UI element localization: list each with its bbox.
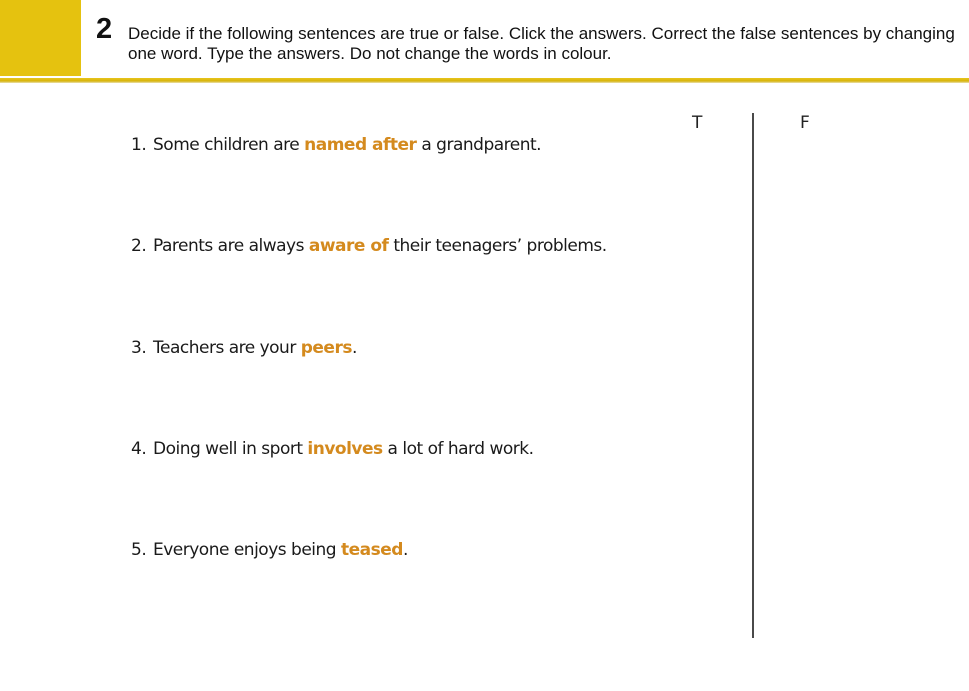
sentence-1 [131, 135, 541, 155]
header-divider [0, 78, 969, 83]
sentence-text: Some children are [153, 135, 305, 155]
sentence-text: Everyone enjoys being [153, 540, 341, 560]
sentence-3 [131, 338, 357, 358]
highlighted-phrase: named after [304, 135, 417, 155]
header-accent-block [0, 0, 81, 76]
sentence-number: 5. [131, 540, 147, 560]
instructions-text: Decide if the following sentences are true or false. Click the answers. Correct the false sentences by changing one word. Type the answers. Do not change the words in colour. [128, 24, 955, 63]
sentence-5 [131, 540, 408, 560]
sentence-text: Teachers are your [153, 338, 301, 358]
sentence-text: a grandparent. [416, 135, 542, 155]
highlighted-phrase: aware of [308, 236, 389, 256]
sentence-number: 3. [131, 338, 147, 358]
false-column-label: F [800, 113, 810, 133]
sentence-text: . [402, 540, 408, 560]
sentence-text: . [351, 338, 357, 358]
exercise-number: 2 [96, 13, 113, 45]
sentence-4 [131, 439, 533, 459]
sentence-text: Parents are always [153, 236, 309, 256]
highlighted-phrase: teased [340, 540, 403, 560]
true-column-label: T [692, 113, 703, 133]
highlighted-phrase: involves [307, 439, 383, 459]
sentence-number: 1. [131, 135, 147, 155]
sentence-text: a lot of hard work. [382, 439, 534, 459]
column-divider [752, 113, 754, 638]
sentence-2 [131, 236, 607, 256]
sentence-number: 2. [131, 236, 147, 256]
sentence-text: Doing well in sport [153, 439, 308, 459]
highlighted-phrase: peers [300, 338, 352, 358]
sentence-text: their teenagers’ problems. [388, 236, 607, 256]
sentence-number: 4. [131, 439, 147, 459]
